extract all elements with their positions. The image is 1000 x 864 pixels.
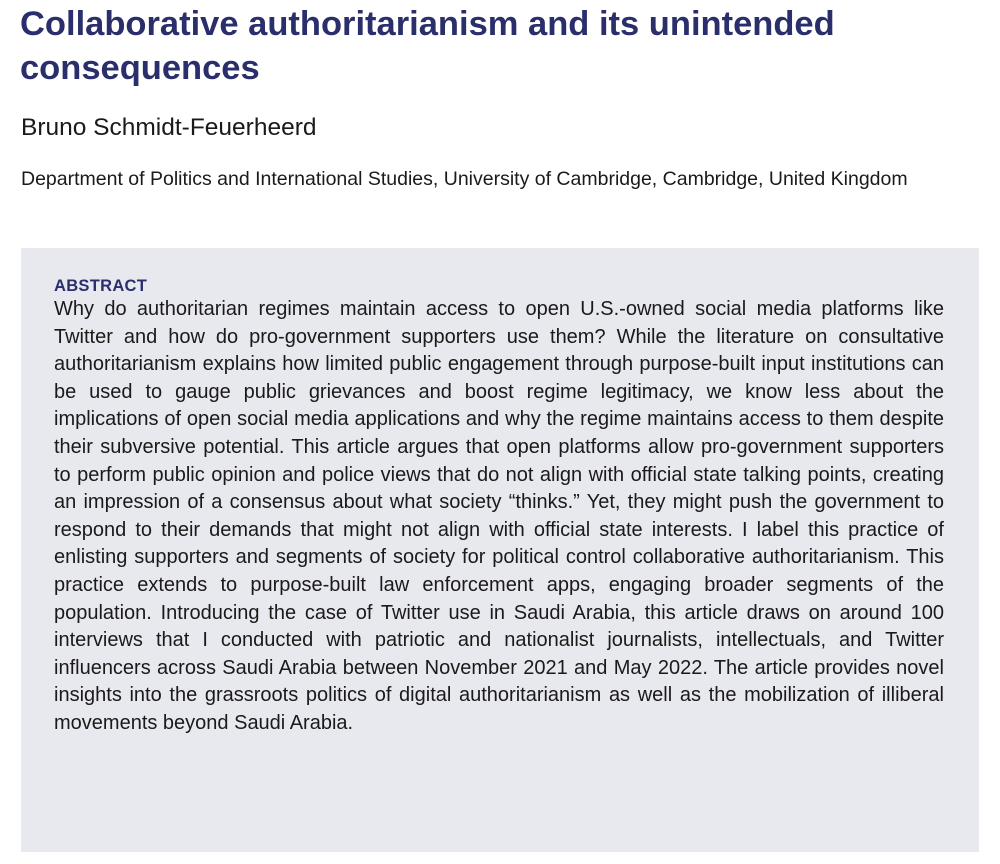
- abstract-text: Why do authoritarian regimes maintain access to open U.S.-owned social media platforms like Twitter and how do pro-government supporters use them? While the literature on consultative authoritarianism explains how limited public engagement through purpose-built input institutions can be used to gauge public grievances and boost regime legitimacy, we know less about the implications of open social media applications and why the regime maintains access to them despite their subversive potential. This article argues that open platforms allow pro-government supporters to perform public opinion and police views that do not align with official state talking points, creating an impression of a consensus about what society “thinks.” Yet, they might push the government to respond to their demands that might not align with official state interests. I label this practice of enlisting supporters and segments of society for political control collaborative authoritarianism. This practice extends to purpose-built law enforcement apps, engaging broader segments of the population. Introducing the case of Twitter use in Saudi Arabia, this article draws on around 100 interviews that I conducted with patriotic and nationalist journalists, intellectuals, and Twitter influencers across Saudi Arabia between November 2021 and May 2022. The article provides novel insights into the grassroots politics of digital authoritarianism as well as the mobilization of illiberal movements beyond Saudi Arabia.: [54, 298, 944, 734]
- abstract-box: [21, 248, 979, 852]
- author-name: Bruno Schmidt-Feuerheerd: [21, 114, 317, 141]
- abstract-heading: ABSTRACT: [54, 277, 148, 295]
- author-affiliation: Department of Politics and International Studies, University of Cambridge, Cambridge, United Kingdom: [21, 168, 908, 190]
- paper-title: Collaborative authoritarianism and its unintended consequences: [20, 5, 835, 87]
